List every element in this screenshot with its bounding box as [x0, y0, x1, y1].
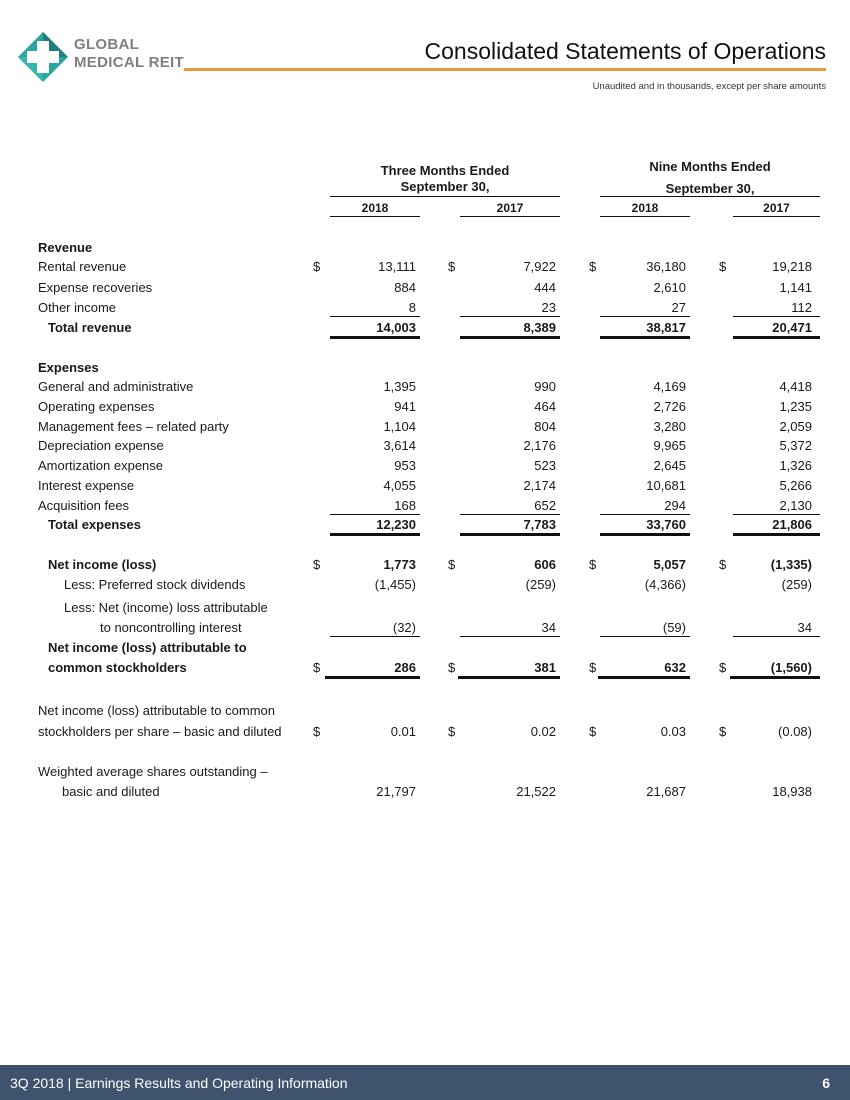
total-rule: [460, 336, 560, 339]
total-rule: [600, 336, 690, 339]
total-rule: [458, 676, 560, 679]
total-rule: [330, 336, 420, 339]
amortization-9m-2018: 2,645: [653, 458, 686, 473]
company-logo: [18, 32, 68, 82]
weighted-shares-q3-2018: 21,797: [376, 784, 416, 799]
acquisition-fees-q3-2018: 168: [394, 498, 416, 513]
nci-9m-2017: 34: [797, 620, 812, 635]
other-income-9m-2017: 112: [791, 300, 812, 315]
depreciation-q3-2017: 2,176: [523, 438, 556, 453]
rental-revenue-9m-2018: 36,180: [646, 259, 686, 274]
total-rule: [598, 676, 690, 679]
net-income-q3-2017: 606: [534, 557, 556, 572]
net-income-9m-2017: (1,335): [770, 557, 812, 572]
year-rule-4: [733, 216, 820, 217]
three-months-header-line1: Three Months Ended: [380, 163, 510, 178]
total-revenue-q3-2018: 14,003: [376, 320, 416, 335]
total-revenue-9m-2018: 38,817: [646, 320, 686, 335]
nci-q3-2017: 34: [541, 620, 556, 635]
rental-revenue-9m-2017: 19,218: [772, 259, 812, 274]
preferred-dividends-label: Less: Preferred stock dividends: [64, 577, 246, 592]
year-col-1: 2018: [361, 201, 389, 215]
currency-symbol: $: [589, 724, 597, 739]
acquisition-fees-label: Acquisition fees: [38, 498, 130, 513]
eps-9m-2017: (0.08): [778, 724, 812, 739]
currency-symbol: $: [719, 660, 727, 675]
nci-q3-2018: (32): [392, 620, 416, 635]
eps-9m-2018: 0.03: [660, 724, 686, 739]
brand-line-2: MEDICAL REIT: [74, 54, 184, 71]
other-income-9m-2018: 27: [671, 300, 686, 315]
subtotal-rule: [600, 636, 690, 637]
currency-symbol: $: [313, 724, 321, 739]
total-revenue-9m-2017: 20,471: [772, 320, 812, 335]
net-income-common-label-line2: common stockholders: [48, 660, 187, 675]
currency-symbol: $: [589, 660, 597, 675]
amortization-label: Amortization expense: [38, 458, 164, 473]
page-title: Consolidated Statements of Operations: [424, 38, 826, 64]
net-income-9m-2018: 5,057: [653, 557, 686, 572]
year-col-2: 2017: [496, 201, 524, 215]
currency-symbol: $: [589, 557, 597, 572]
expense-recoveries-q3-2018: 884: [394, 280, 416, 295]
preferred-dividends-9m-2017: (259): [781, 577, 812, 592]
eps-q3-2018: 0.01: [390, 724, 416, 739]
expenses-heading: Expenses: [38, 360, 99, 375]
footer-text: 3Q 2018 | Earnings Results and Operating Information: [10, 1075, 348, 1091]
currency-symbol: $: [448, 557, 456, 572]
rental-revenue-q3-2018: 13,111: [378, 259, 416, 274]
other-income-label: Other income: [38, 300, 117, 315]
general-admin-q3-2018: 1,395: [383, 379, 416, 394]
depreciation-9m-2017: 5,372: [779, 438, 812, 453]
total-revenue-label: Total revenue: [48, 320, 132, 335]
preferred-dividends-q3-2017: (259): [525, 577, 556, 592]
weighted-shares-label-line2: basic and diluted: [62, 784, 160, 799]
year-rule-2: [460, 216, 560, 217]
subtotal-rule: [330, 514, 420, 515]
weighted-shares-9m-2018: 21,687: [646, 784, 686, 799]
net-income-common-label-line1: Net income (loss) attributable to: [48, 640, 247, 655]
three-months-header-rule: [330, 196, 560, 197]
currency-symbol: $: [719, 724, 727, 739]
management-fees-9m-2018: 3,280: [653, 419, 686, 434]
subtotal-rule: [600, 514, 690, 515]
interest-expense-q3-2017: 2,174: [523, 478, 556, 493]
weighted-shares-label-line1: Weighted average shares outstanding –: [38, 764, 268, 779]
total-rule: [460, 533, 560, 536]
currency-symbol: $: [448, 724, 456, 739]
subtotal-rule: [600, 316, 690, 317]
depreciation-9m-2018: 9,965: [653, 438, 686, 453]
nci-9m-2018: (59): [662, 620, 686, 635]
brand-name: [74, 36, 184, 72]
total-rule: [733, 336, 820, 339]
operating-expenses-q3-2017: 464: [534, 399, 556, 414]
rental-revenue-label: Rental revenue: [38, 259, 127, 274]
general-admin-9m-2018: 4,169: [653, 379, 686, 394]
preferred-dividends-q3-2018: (1,455): [374, 577, 416, 592]
depreciation-label: Depreciation expense: [38, 438, 164, 453]
other-income-q3-2018: 8: [408, 300, 416, 315]
weighted-shares-q3-2017: 21,522: [516, 784, 556, 799]
expense-recoveries-label: Expense recoveries: [38, 280, 153, 295]
nine-months-header-line1: Nine Months Ended: [649, 159, 771, 174]
nci-label-line2: to noncontrolling interest: [100, 620, 242, 635]
revenue-heading: Revenue: [38, 240, 93, 255]
page-number: 6: [822, 1075, 830, 1091]
subtotal-rule: [330, 636, 420, 637]
management-fees-q3-2018: 1,104: [383, 419, 416, 434]
nci-label-line1: Less: Net (income) loss attributable: [64, 600, 268, 615]
amortization-q3-2017: 523: [534, 458, 556, 473]
three-months-header-line2: September 30,: [400, 179, 490, 194]
operating-expenses-q3-2018: 941: [394, 399, 416, 414]
total-rule: [733, 533, 820, 536]
subtotal-rule: [733, 514, 820, 515]
brand-line-1: GLOBAL: [74, 36, 140, 53]
year-col-3: 2018: [631, 201, 659, 215]
year-rule-3: [600, 216, 690, 217]
total-expenses-9m-2017: 21,806: [772, 517, 812, 532]
nine-months-header-line2: September 30,: [665, 181, 755, 196]
subtotal-rule: [460, 636, 560, 637]
operating-expenses-9m-2017: 1,235: [779, 399, 812, 414]
total-rule: [730, 676, 820, 679]
acquisition-fees-q3-2017: 652: [534, 498, 556, 513]
currency-symbol: $: [719, 557, 727, 572]
currency-symbol: $: [313, 259, 321, 274]
subtotal-rule: [733, 636, 820, 637]
total-rule: [330, 533, 420, 536]
operating-expenses-9m-2018: 2,726: [653, 399, 686, 414]
interest-expense-label: Interest expense: [38, 478, 135, 493]
subtotal-rule: [733, 316, 820, 317]
net-income-common-q3-2018: 286: [394, 660, 416, 675]
general-admin-9m-2017: 4,418: [779, 379, 812, 394]
header-rule: [184, 68, 826, 71]
operating-expenses-label: Operating expenses: [38, 399, 155, 414]
nine-months-header-rule: [600, 196, 820, 197]
expense-recoveries-q3-2017: 444: [534, 280, 556, 295]
total-expenses-q3-2018: 12,230: [376, 517, 416, 532]
subtotal-rule: [330, 316, 420, 317]
net-income-label: Net income (loss): [48, 557, 157, 572]
eps-q3-2017: 0.02: [530, 724, 556, 739]
eps-label-line2: stockholders per share – basic and diluted: [38, 724, 282, 739]
general-admin-label: General and administrative: [38, 379, 194, 394]
acquisition-fees-9m-2017: 2,130: [779, 498, 812, 513]
interest-expense-9m-2017: 5,266: [779, 478, 812, 493]
depreciation-q3-2018: 3,614: [383, 438, 416, 453]
preferred-dividends-9m-2018: (4,366): [644, 577, 686, 592]
amortization-q3-2018: 953: [394, 458, 416, 473]
page-subtitle: Unaudited and in thousands, except per share amounts: [592, 81, 826, 92]
general-admin-q3-2017: 990: [534, 379, 556, 394]
net-income-common-9m-2017: (1,560): [770, 660, 812, 675]
net-income-common-q3-2017: 381: [534, 660, 556, 675]
interest-expense-9m-2018: 10,681: [646, 478, 686, 493]
currency-symbol: $: [313, 557, 321, 572]
total-rule: [325, 676, 420, 679]
eps-label-line1: Net income (loss) attributable to common: [38, 703, 275, 718]
currency-symbol: $: [448, 259, 456, 274]
weighted-shares-9m-2017: 18,938: [772, 784, 812, 799]
currency-symbol: $: [719, 259, 727, 274]
management-fees-label: Management fees – related party: [38, 419, 229, 434]
currency-symbol: $: [448, 660, 456, 675]
currency-symbol: $: [589, 259, 597, 274]
acquisition-fees-9m-2018: 294: [664, 498, 686, 513]
total-rule: [600, 533, 690, 536]
subtotal-rule: [460, 316, 560, 317]
amortization-9m-2017: 1,326: [779, 458, 812, 473]
net-income-q3-2018: 1,773: [383, 557, 416, 572]
expense-recoveries-9m-2018: 2,610: [653, 280, 686, 295]
interest-expense-q3-2018: 4,055: [383, 478, 416, 493]
footer-bar: [0, 1065, 850, 1100]
subtotal-rule: [460, 514, 560, 515]
total-revenue-q3-2017: 8,389: [523, 320, 556, 335]
net-income-common-9m-2018: 632: [664, 660, 686, 675]
rental-revenue-q3-2017: 7,922: [523, 259, 556, 274]
management-fees-9m-2017: 2,059: [779, 419, 812, 434]
total-expenses-9m-2018: 33,760: [646, 517, 686, 532]
total-expenses-label: Total expenses: [48, 517, 141, 532]
other-income-q3-2017: 23: [541, 300, 556, 315]
year-col-4: 2017: [763, 201, 790, 215]
management-fees-q3-2017: 804: [534, 419, 556, 434]
year-rule-1: [330, 216, 420, 217]
currency-symbol: $: [313, 660, 321, 675]
total-expenses-q3-2017: 7,783: [523, 517, 556, 532]
expense-recoveries-9m-2017: 1,141: [779, 280, 812, 295]
